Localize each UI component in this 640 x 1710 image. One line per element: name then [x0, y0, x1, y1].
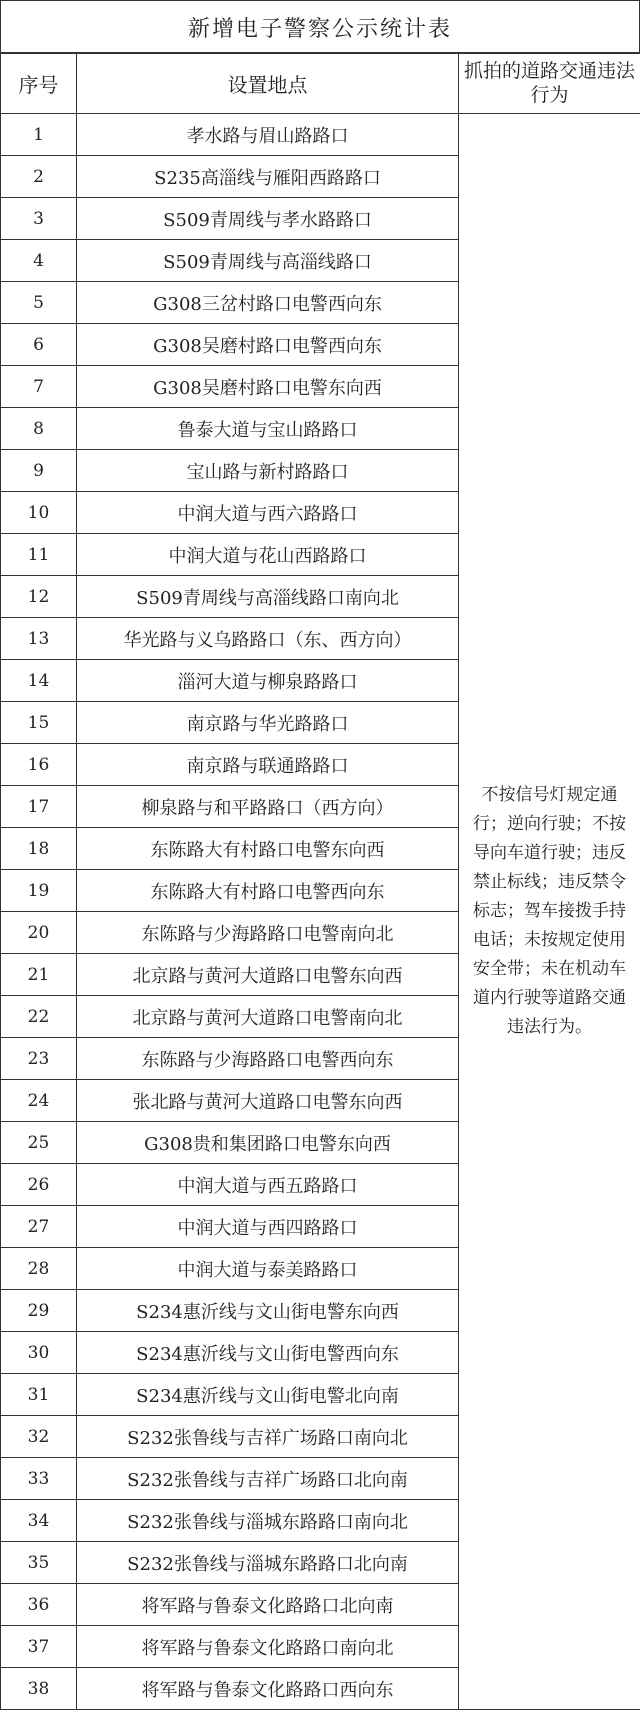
row-location: S232张鲁线与淄城东路路口南向北 [77, 1500, 459, 1542]
row-index: 31 [1, 1374, 77, 1416]
row-location: 北京路与黄河大道路口电警南向北 [77, 996, 459, 1038]
row-location: 将军路与鲁泰文化路路口北向南 [77, 1584, 459, 1626]
row-location: 中润大道与西五路路口 [77, 1164, 459, 1206]
row-location: S232张鲁线与吉祥广场路口南向北 [77, 1416, 459, 1458]
row-index: 32 [1, 1416, 77, 1458]
row-index: 19 [1, 870, 77, 912]
row-index: 7 [1, 366, 77, 408]
row-index: 26 [1, 1164, 77, 1206]
row-index: 3 [1, 198, 77, 240]
header-index: 序号 [1, 53, 77, 114]
row-location: 将军路与鲁泰文化路路口西向东 [77, 1668, 459, 1710]
row-location: 南京路与联通路路口 [77, 744, 459, 786]
row-location: 中润大道与西四路路口 [77, 1206, 459, 1248]
row-location: S509青周线与高淄线路口 [77, 240, 459, 282]
row-index: 21 [1, 954, 77, 996]
header-location: 设置地点 [77, 53, 459, 114]
row-index: 20 [1, 912, 77, 954]
row-location: S234惠沂线与文山街电警东向西 [77, 1290, 459, 1332]
row-location: 宝山路与新村路路口 [77, 450, 459, 492]
row-index: 18 [1, 828, 77, 870]
violation-description: 不按信号灯规定通行；逆向行驶；不按导向车道行驶；违反禁止标线；违反禁令标志；驾车接拨手持电话；未按规定使用安全带；未在机动车道内行驶等道路交通违法行为。 [459, 114, 640, 1710]
row-index: 15 [1, 702, 77, 744]
row-location: S509青周线与孝水路路口 [77, 198, 459, 240]
row-location: G308贵和集团路口电警东向西 [77, 1122, 459, 1164]
row-location: 中润大道与花山西路路口 [77, 534, 459, 576]
row-index: 22 [1, 996, 77, 1038]
row-location: 张北路与黄河大道路口电警东向西 [77, 1080, 459, 1122]
row-location: 中润大道与西六路路口 [77, 492, 459, 534]
table-body [1, 114, 640, 1710]
row-index: 24 [1, 1080, 77, 1122]
row-location: 南京路与华光路路口 [77, 702, 459, 744]
row-index: 28 [1, 1248, 77, 1290]
row-index: 10 [1, 492, 77, 534]
row-index: 4 [1, 240, 77, 282]
row-index: 27 [1, 1206, 77, 1248]
row-index: 11 [1, 534, 77, 576]
row-index: 5 [1, 282, 77, 324]
row-index: 12 [1, 576, 77, 618]
table-title: 新增电子警察公示统计表 [0, 0, 640, 54]
table-row [1, 114, 640, 156]
row-location: S234惠沂线与文山街电警西向东 [77, 1332, 459, 1374]
row-index: 16 [1, 744, 77, 786]
row-location: 华光路与义乌路路口（东、西方向） [77, 618, 459, 660]
row-location: S235高淄线与雁阳西路路口 [77, 156, 459, 198]
row-location: 东陈路与少海路路口电警南向北 [77, 912, 459, 954]
row-location: 东陈路与少海路路口电警西向东 [77, 1038, 459, 1080]
row-index: 25 [1, 1122, 77, 1164]
header-row [1, 53, 640, 114]
row-location: 东陈路大有村路口电警东向西 [77, 828, 459, 870]
row-index: 13 [1, 618, 77, 660]
row-index: 29 [1, 1290, 77, 1332]
row-location: 柳泉路与和平路路口（西方向） [77, 786, 459, 828]
row-location: G308三岔村路口电警西向东 [77, 282, 459, 324]
row-index: 6 [1, 324, 77, 366]
row-index: 1 [1, 114, 77, 156]
camera-table [0, 52, 640, 1710]
row-location: G308吴磨村路口电警东向西 [77, 366, 459, 408]
row-index: 2 [1, 156, 77, 198]
row-location: S232张鲁线与吉祥广场路口北向南 [77, 1458, 459, 1500]
row-index: 37 [1, 1626, 77, 1668]
header-violation: 抓拍的道路交通违法行为 [459, 53, 640, 114]
row-location: 鲁泰大道与宝山路路口 [77, 408, 459, 450]
row-location: 中润大道与泰美路路口 [77, 1248, 459, 1290]
row-index: 33 [1, 1458, 77, 1500]
row-location: G308吴磨村路口电警西向东 [77, 324, 459, 366]
row-index: 8 [1, 408, 77, 450]
row-location: 将军路与鲁泰文化路路口南向北 [77, 1626, 459, 1668]
row-location: S234惠沂线与文山街电警北向南 [77, 1374, 459, 1416]
row-index: 14 [1, 660, 77, 702]
row-location: 孝水路与眉山路路口 [77, 114, 459, 156]
row-index: 35 [1, 1542, 77, 1584]
row-location: S232张鲁线与淄城东路路口北向南 [77, 1542, 459, 1584]
row-index: 9 [1, 450, 77, 492]
row-index: 34 [1, 1500, 77, 1542]
row-location: 北京路与黄河大道路口电警东向西 [77, 954, 459, 996]
row-index: 23 [1, 1038, 77, 1080]
row-index: 30 [1, 1332, 77, 1374]
row-index: 36 [1, 1584, 77, 1626]
row-location: 淄河大道与柳泉路路口 [77, 660, 459, 702]
row-index: 38 [1, 1668, 77, 1710]
row-location: 东陈路大有村路口电警西向东 [77, 870, 459, 912]
row-index: 17 [1, 786, 77, 828]
row-location: S509青周线与高淄线路口南向北 [77, 576, 459, 618]
